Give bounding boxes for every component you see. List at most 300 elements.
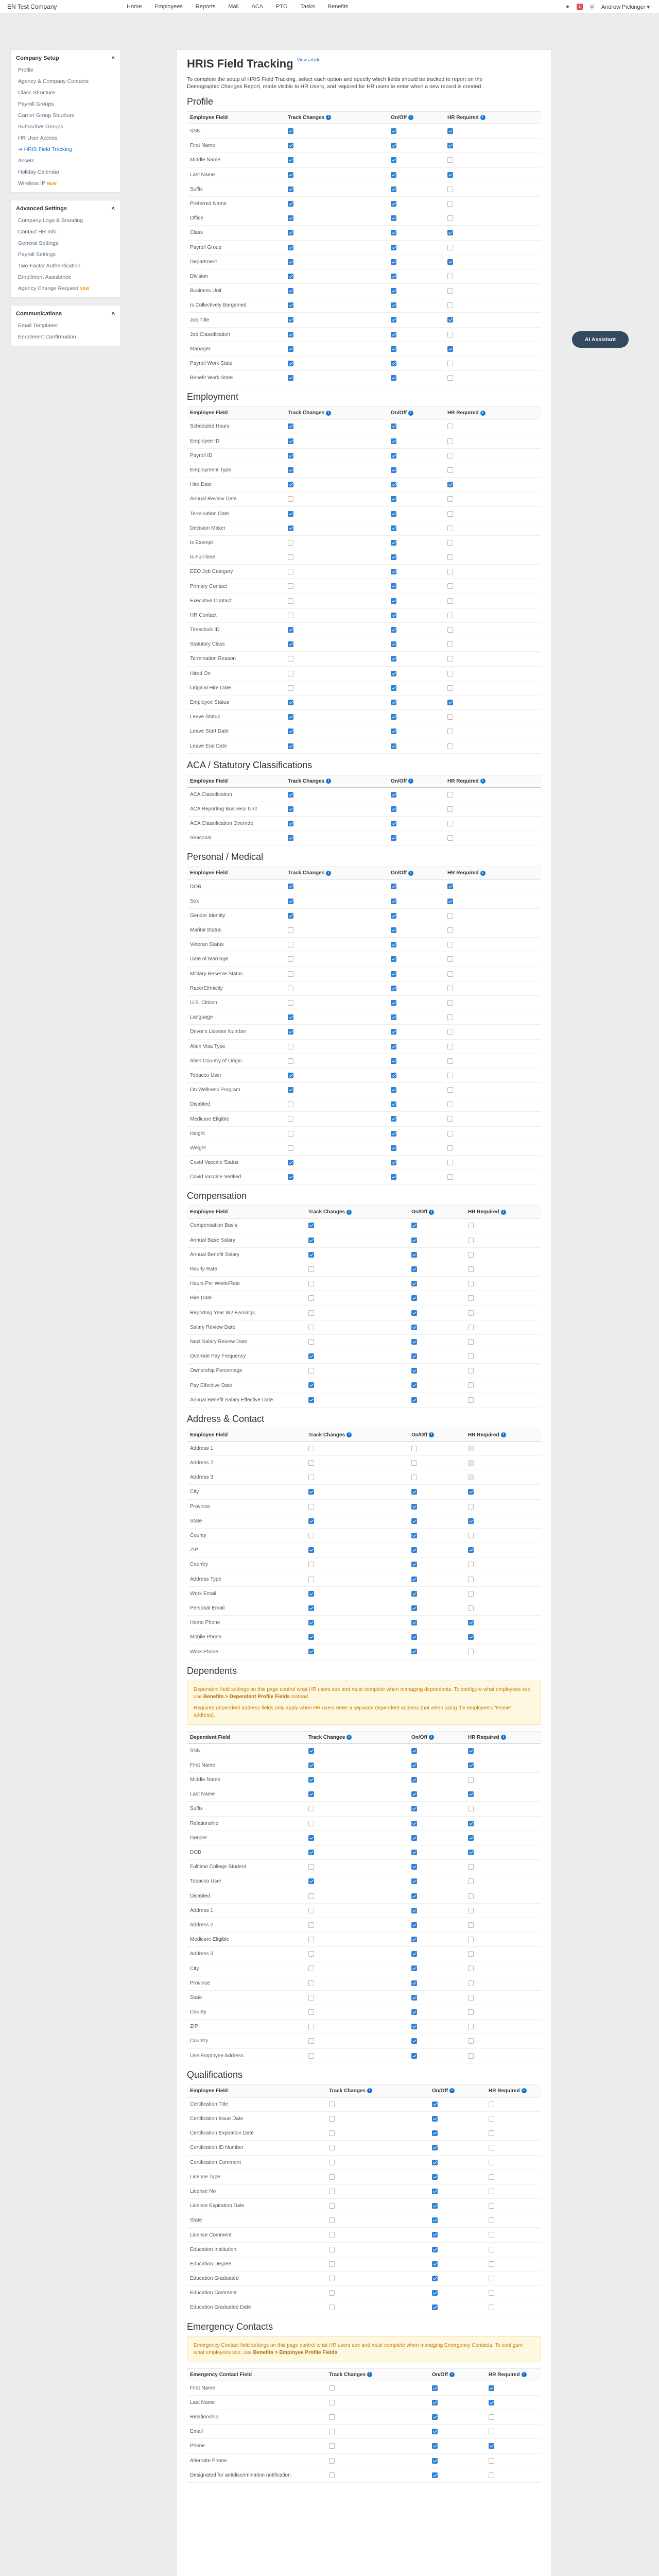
info-icon[interactable]: i bbox=[501, 1210, 506, 1215]
hr-required-checkbox[interactable] bbox=[447, 317, 453, 323]
on-off-checkbox[interactable] bbox=[411, 1620, 417, 1625]
on-off-checkbox[interactable] bbox=[411, 2024, 417, 2029]
on-off-checkbox[interactable] bbox=[411, 1238, 417, 1243]
hr-required-checkbox[interactable] bbox=[447, 361, 453, 366]
on-off-checkbox[interactable] bbox=[411, 1965, 417, 1971]
hr-required-checkbox[interactable] bbox=[489, 2290, 494, 2296]
notice-link[interactable]: Benefits > Employee Profile Fields bbox=[253, 2349, 338, 2355]
track-changes-checkbox[interactable] bbox=[288, 346, 293, 352]
track-changes-checkbox[interactable] bbox=[308, 1878, 314, 1884]
on-off-checkbox[interactable] bbox=[391, 971, 396, 977]
on-off-checkbox[interactable] bbox=[391, 1000, 396, 1006]
track-changes-checkbox[interactable] bbox=[288, 1014, 293, 1020]
hr-required-checkbox[interactable] bbox=[468, 1649, 474, 1654]
track-changes-checkbox[interactable] bbox=[288, 899, 293, 904]
track-changes-checkbox[interactable] bbox=[288, 438, 293, 444]
info-icon[interactable]: i bbox=[449, 2088, 455, 2093]
info-icon[interactable]: i bbox=[522, 2372, 527, 2377]
track-changes-checkbox[interactable] bbox=[288, 467, 293, 473]
track-changes-checkbox[interactable] bbox=[308, 1922, 314, 1928]
on-off-checkbox[interactable] bbox=[411, 1295, 417, 1301]
track-changes-checkbox[interactable] bbox=[288, 172, 293, 178]
nav-benefits[interactable]: Benefits bbox=[327, 3, 349, 10]
hr-required-checkbox[interactable] bbox=[468, 1835, 474, 1841]
track-changes-checkbox[interactable] bbox=[308, 1518, 314, 1524]
communications-header[interactable] bbox=[11, 308, 120, 320]
on-off-checkbox[interactable] bbox=[391, 288, 396, 294]
hr-required-checkbox[interactable] bbox=[489, 2385, 494, 2391]
hr-required-checkbox[interactable] bbox=[447, 1087, 453, 1093]
hr-required-checkbox[interactable] bbox=[468, 1238, 474, 1243]
hr-required-checkbox[interactable] bbox=[468, 1353, 474, 1359]
track-changes-checkbox[interactable] bbox=[308, 1634, 314, 1640]
on-off-checkbox[interactable] bbox=[391, 453, 396, 459]
on-off-checkbox[interactable] bbox=[411, 1547, 417, 1553]
track-changes-checkbox[interactable] bbox=[288, 700, 293, 705]
on-off-checkbox[interactable] bbox=[411, 1460, 417, 1466]
on-off-checkbox[interactable] bbox=[391, 302, 396, 308]
on-off-checkbox[interactable] bbox=[391, 1174, 396, 1180]
track-changes-checkbox[interactable] bbox=[329, 2429, 335, 2434]
company-name[interactable]: EN Test Company bbox=[7, 3, 57, 10]
on-off-checkbox[interactable] bbox=[411, 1223, 417, 1228]
on-off-checkbox[interactable] bbox=[432, 2400, 438, 2405]
hr-required-checkbox[interactable] bbox=[447, 899, 453, 904]
on-off-checkbox[interactable] bbox=[391, 143, 396, 148]
track-changes-checkbox[interactable] bbox=[288, 971, 293, 977]
on-off-checkbox[interactable] bbox=[391, 423, 396, 429]
hr-required-checkbox[interactable] bbox=[447, 1029, 453, 1035]
hr-required-checkbox[interactable] bbox=[468, 1821, 474, 1826]
track-changes-checkbox[interactable] bbox=[329, 2174, 335, 2180]
on-off-checkbox[interactable] bbox=[391, 361, 396, 366]
on-off-checkbox[interactable] bbox=[432, 2414, 438, 2420]
track-changes-checkbox[interactable] bbox=[329, 2232, 335, 2238]
track-changes-checkbox[interactable] bbox=[329, 2458, 335, 2464]
hr-required-checkbox[interactable] bbox=[447, 187, 453, 192]
ai-assistant-button[interactable]: AI Assistant bbox=[572, 331, 629, 348]
track-changes-checkbox[interactable] bbox=[288, 1000, 293, 1006]
track-changes-checkbox[interactable] bbox=[288, 598, 293, 604]
track-changes-checkbox[interactable] bbox=[329, 2304, 335, 2310]
hr-required-checkbox[interactable] bbox=[447, 927, 453, 933]
on-off-checkbox[interactable] bbox=[391, 482, 396, 487]
track-changes-checkbox[interactable] bbox=[288, 835, 293, 841]
track-changes-checkbox[interactable] bbox=[288, 884, 293, 889]
track-changes-checkbox[interactable] bbox=[308, 1835, 314, 1841]
sidebar-item-email-templates[interactable] bbox=[11, 320, 120, 331]
track-changes-checkbox[interactable] bbox=[308, 1562, 314, 1567]
hr-required-checkbox[interactable] bbox=[468, 1762, 474, 1768]
hr-required-checkbox[interactable] bbox=[468, 1777, 474, 1783]
search-icon[interactable]: ⚲ bbox=[589, 4, 594, 10]
on-off-checkbox[interactable] bbox=[391, 554, 396, 560]
sidebar-item-hr-user-access[interactable] bbox=[11, 132, 120, 144]
nav-mail[interactable]: Mail bbox=[228, 3, 239, 10]
hr-required-checkbox[interactable] bbox=[468, 1864, 474, 1870]
hr-required-checkbox[interactable] bbox=[468, 1591, 474, 1597]
on-off-checkbox[interactable] bbox=[432, 2130, 438, 2136]
hr-required-checkbox[interactable] bbox=[489, 2203, 494, 2209]
track-changes-checkbox[interactable] bbox=[329, 2145, 335, 2150]
hr-required-checkbox[interactable] bbox=[468, 1995, 474, 2001]
on-off-checkbox[interactable] bbox=[391, 671, 396, 676]
on-off-checkbox[interactable] bbox=[432, 2203, 438, 2209]
on-off-checkbox[interactable] bbox=[432, 2247, 438, 2252]
track-changes-checkbox[interactable] bbox=[308, 1951, 314, 1957]
track-changes-checkbox[interactable] bbox=[288, 302, 293, 308]
on-off-checkbox[interactable] bbox=[411, 2009, 417, 2015]
on-off-checkbox[interactable] bbox=[411, 1266, 417, 1272]
on-off-checkbox[interactable] bbox=[411, 1893, 417, 1899]
hr-required-checkbox[interactable] bbox=[489, 2217, 494, 2223]
track-changes-checkbox[interactable] bbox=[288, 1087, 293, 1093]
hr-required-checkbox[interactable] bbox=[447, 332, 453, 337]
hr-required-checkbox[interactable] bbox=[468, 1339, 474, 1345]
hr-required-checkbox[interactable] bbox=[489, 2232, 494, 2238]
on-off-checkbox[interactable] bbox=[391, 467, 396, 473]
on-off-checkbox[interactable] bbox=[411, 1475, 417, 1480]
sidebar-item-carrier-group-structure[interactable] bbox=[11, 110, 120, 121]
info-icon[interactable]: i bbox=[501, 1735, 506, 1740]
hr-required-checkbox[interactable] bbox=[468, 1562, 474, 1567]
track-changes-checkbox[interactable] bbox=[288, 685, 293, 691]
on-off-checkbox[interactable] bbox=[391, 806, 396, 812]
hr-required-checkbox[interactable] bbox=[468, 1325, 474, 1330]
sidebar-item-payroll-groups[interactable] bbox=[11, 98, 120, 110]
on-off-checkbox[interactable] bbox=[391, 157, 396, 163]
on-off-checkbox[interactable] bbox=[391, 1073, 396, 1078]
on-off-checkbox[interactable] bbox=[411, 1504, 417, 1510]
info-icon[interactable]: i bbox=[429, 1210, 434, 1215]
hr-required-checkbox[interactable] bbox=[468, 1310, 474, 1316]
track-changes-checkbox[interactable] bbox=[308, 1893, 314, 1899]
track-changes-checkbox[interactable] bbox=[288, 288, 293, 294]
hr-required-checkbox[interactable] bbox=[447, 971, 453, 977]
on-off-checkbox[interactable] bbox=[391, 317, 396, 323]
track-changes-checkbox[interactable] bbox=[288, 496, 293, 502]
track-changes-checkbox[interactable] bbox=[308, 1762, 314, 1768]
track-changes-checkbox[interactable] bbox=[288, 569, 293, 574]
track-changes-checkbox[interactable] bbox=[288, 157, 293, 163]
track-changes-checkbox[interactable] bbox=[308, 1649, 314, 1654]
track-changes-checkbox[interactable] bbox=[329, 2472, 335, 2478]
on-off-checkbox[interactable] bbox=[391, 187, 396, 192]
track-changes-checkbox[interactable] bbox=[329, 2203, 335, 2209]
track-changes-checkbox[interactable] bbox=[288, 1044, 293, 1049]
on-off-checkbox[interactable] bbox=[432, 2443, 438, 2449]
sidebar-item-class-structure[interactable] bbox=[11, 87, 120, 98]
on-off-checkbox[interactable] bbox=[391, 927, 396, 933]
hr-required-checkbox[interactable] bbox=[447, 743, 453, 749]
track-changes-checkbox[interactable] bbox=[308, 1252, 314, 1258]
track-changes-checkbox[interactable] bbox=[308, 1460, 314, 1466]
track-changes-checkbox[interactable] bbox=[308, 1547, 314, 1553]
track-changes-checkbox[interactable] bbox=[288, 656, 293, 662]
on-off-checkbox[interactable] bbox=[411, 1397, 417, 1403]
sidebar-item-wireless-ip[interactable] bbox=[11, 178, 120, 189]
hr-required-checkbox[interactable] bbox=[447, 482, 453, 487]
sidebar-item-agency-change-request[interactable] bbox=[11, 283, 120, 294]
track-changes-checkbox[interactable] bbox=[308, 1591, 314, 1597]
track-changes-checkbox[interactable] bbox=[308, 1353, 314, 1359]
on-off-checkbox[interactable] bbox=[391, 1145, 396, 1151]
track-changes-checkbox[interactable] bbox=[308, 1821, 314, 1826]
hr-required-checkbox[interactable] bbox=[468, 1518, 474, 1524]
info-icon[interactable]: i bbox=[346, 1432, 352, 1437]
on-off-checkbox[interactable] bbox=[411, 1821, 417, 1826]
on-off-checkbox[interactable] bbox=[411, 2038, 417, 2044]
hr-required-checkbox[interactable] bbox=[447, 157, 453, 163]
track-changes-checkbox[interactable] bbox=[308, 1850, 314, 1855]
track-changes-checkbox[interactable] bbox=[308, 2053, 314, 2059]
track-changes-checkbox[interactable] bbox=[288, 215, 293, 221]
on-off-checkbox[interactable] bbox=[411, 1908, 417, 1913]
track-changes-checkbox[interactable] bbox=[308, 1489, 314, 1495]
track-changes-checkbox[interactable] bbox=[329, 2261, 335, 2267]
track-changes-checkbox[interactable] bbox=[308, 1266, 314, 1272]
hr-required-checkbox[interactable] bbox=[447, 1101, 453, 1107]
nav-reports[interactable]: Reports bbox=[195, 3, 216, 10]
hr-required-checkbox[interactable] bbox=[489, 2414, 494, 2420]
on-off-checkbox[interactable] bbox=[411, 1980, 417, 1986]
track-changes-checkbox[interactable] bbox=[288, 671, 293, 676]
hr-required-checkbox[interactable] bbox=[447, 821, 453, 826]
hr-required-checkbox[interactable] bbox=[447, 806, 453, 812]
on-off-checkbox[interactable] bbox=[432, 2145, 438, 2150]
on-off-checkbox[interactable] bbox=[391, 511, 396, 517]
on-off-checkbox[interactable] bbox=[411, 1353, 417, 1359]
on-off-checkbox[interactable] bbox=[432, 2304, 438, 2310]
on-off-checkbox[interactable] bbox=[411, 1864, 417, 1870]
track-changes-checkbox[interactable] bbox=[308, 1937, 314, 1942]
track-changes-checkbox[interactable] bbox=[288, 913, 293, 919]
hr-required-checkbox[interactable] bbox=[447, 215, 453, 221]
on-off-checkbox[interactable] bbox=[391, 332, 396, 337]
on-off-checkbox[interactable] bbox=[411, 1533, 417, 1538]
track-changes-checkbox[interactable] bbox=[329, 2443, 335, 2449]
track-changes-checkbox[interactable] bbox=[288, 728, 293, 734]
sidebar-item-hris-field-tracking[interactable] bbox=[11, 144, 120, 155]
info-icon[interactable]: i bbox=[326, 411, 331, 416]
track-changes-checkbox[interactable] bbox=[288, 259, 293, 265]
track-changes-checkbox[interactable] bbox=[308, 1295, 314, 1301]
hr-required-checkbox[interactable] bbox=[447, 613, 453, 618]
on-off-checkbox[interactable] bbox=[411, 1951, 417, 1957]
on-off-checkbox[interactable] bbox=[391, 598, 396, 604]
hr-required-checkbox[interactable] bbox=[447, 700, 453, 705]
hr-required-checkbox[interactable] bbox=[468, 1908, 474, 1913]
info-icon[interactable]: i bbox=[326, 871, 331, 876]
track-changes-checkbox[interactable] bbox=[288, 792, 293, 798]
track-changes-checkbox[interactable] bbox=[308, 1310, 314, 1316]
on-off-checkbox[interactable] bbox=[391, 821, 396, 826]
on-off-checkbox[interactable] bbox=[391, 245, 396, 250]
info-icon[interactable]: i bbox=[346, 1735, 352, 1740]
on-off-checkbox[interactable] bbox=[432, 2472, 438, 2478]
on-off-checkbox[interactable] bbox=[411, 1325, 417, 1330]
on-off-checkbox[interactable] bbox=[391, 259, 396, 265]
track-changes-checkbox[interactable] bbox=[288, 1101, 293, 1107]
hr-required-checkbox[interactable] bbox=[468, 2024, 474, 2029]
on-off-checkbox[interactable] bbox=[411, 1562, 417, 1567]
on-off-checkbox[interactable] bbox=[391, 656, 396, 662]
track-changes-checkbox[interactable] bbox=[329, 2400, 335, 2405]
info-icon[interactable]: i bbox=[480, 411, 485, 416]
on-off-checkbox[interactable] bbox=[391, 714, 396, 720]
track-changes-checkbox[interactable] bbox=[308, 1281, 314, 1286]
track-changes-checkbox[interactable] bbox=[288, 245, 293, 250]
track-changes-checkbox[interactable] bbox=[288, 1116, 293, 1122]
track-changes-checkbox[interactable] bbox=[308, 1238, 314, 1243]
on-off-checkbox[interactable] bbox=[391, 1014, 396, 1020]
track-changes-checkbox[interactable] bbox=[308, 1446, 314, 1451]
hr-required-checkbox[interactable] bbox=[489, 2429, 494, 2434]
hr-required-checkbox[interactable] bbox=[447, 641, 453, 647]
track-changes-checkbox[interactable] bbox=[308, 1577, 314, 1582]
track-changes-checkbox[interactable] bbox=[329, 2130, 335, 2136]
hr-required-checkbox[interactable] bbox=[489, 2130, 494, 2136]
track-changes-checkbox[interactable] bbox=[288, 714, 293, 720]
hr-required-checkbox[interactable] bbox=[468, 1893, 474, 1899]
info-icon[interactable]: i bbox=[480, 871, 485, 876]
hr-required-checkbox[interactable] bbox=[447, 302, 453, 308]
sidebar-item-holiday-calendar[interactable] bbox=[11, 166, 120, 178]
sidebar-item-enrollment-confirmation[interactable] bbox=[11, 331, 120, 343]
hr-required-checkbox[interactable] bbox=[489, 2189, 494, 2194]
hr-required-checkbox[interactable] bbox=[468, 1533, 474, 1538]
sidebar-item-assets[interactable] bbox=[11, 155, 120, 166]
on-off-checkbox[interactable] bbox=[411, 2053, 417, 2059]
on-off-checkbox[interactable] bbox=[411, 1518, 417, 1524]
hr-required-checkbox[interactable] bbox=[468, 1806, 474, 1811]
on-off-checkbox[interactable] bbox=[391, 956, 396, 962]
on-off-checkbox[interactable] bbox=[391, 913, 396, 919]
on-off-checkbox[interactable] bbox=[432, 2429, 438, 2434]
track-changes-checkbox[interactable] bbox=[308, 1223, 314, 1228]
on-off-checkbox[interactable] bbox=[411, 1922, 417, 1928]
hr-required-checkbox[interactable] bbox=[468, 1223, 474, 1228]
hr-required-checkbox[interactable] bbox=[468, 1382, 474, 1388]
on-off-checkbox[interactable] bbox=[411, 1649, 417, 1654]
hr-required-checkbox[interactable] bbox=[447, 942, 453, 947]
on-off-checkbox[interactable] bbox=[391, 375, 396, 381]
info-icon[interactable]: i bbox=[326, 115, 331, 120]
help-article-link[interactable]: View article bbox=[297, 57, 321, 62]
hr-required-checkbox[interactable] bbox=[468, 2038, 474, 2044]
track-changes-checkbox[interactable] bbox=[308, 2038, 314, 2044]
track-changes-checkbox[interactable] bbox=[308, 1980, 314, 1986]
info-icon[interactable]: i bbox=[346, 1210, 352, 1215]
on-off-checkbox[interactable] bbox=[391, 201, 396, 207]
hr-required-checkbox[interactable] bbox=[447, 288, 453, 294]
sidebar-item-company-logo-branding[interactable] bbox=[11, 215, 120, 226]
track-changes-checkbox[interactable] bbox=[288, 423, 293, 429]
hr-required-checkbox[interactable] bbox=[468, 1951, 474, 1957]
info-icon[interactable]: i bbox=[408, 778, 413, 784]
hr-required-checkbox[interactable] bbox=[447, 1174, 453, 1180]
hr-required-checkbox[interactable] bbox=[489, 2472, 494, 2478]
track-changes-checkbox[interactable] bbox=[288, 927, 293, 933]
on-off-checkbox[interactable] bbox=[411, 1791, 417, 1797]
hr-required-checkbox[interactable] bbox=[468, 1634, 474, 1640]
hr-required-checkbox[interactable] bbox=[489, 2145, 494, 2150]
info-icon[interactable]: i bbox=[408, 115, 413, 120]
on-off-checkbox[interactable] bbox=[391, 569, 396, 574]
track-changes-checkbox[interactable] bbox=[329, 2160, 335, 2165]
track-changes-checkbox[interactable] bbox=[308, 1605, 314, 1611]
info-icon[interactable]: i bbox=[326, 778, 331, 784]
track-changes-checkbox[interactable] bbox=[308, 1806, 314, 1811]
track-changes-checkbox[interactable] bbox=[308, 1864, 314, 1870]
hr-required-checkbox[interactable] bbox=[447, 1145, 453, 1151]
track-changes-checkbox[interactable] bbox=[288, 942, 293, 947]
nav-home[interactable]: Home bbox=[127, 3, 142, 10]
hr-required-checkbox[interactable] bbox=[468, 1878, 474, 1884]
track-changes-checkbox[interactable] bbox=[308, 1791, 314, 1797]
track-changes-checkbox[interactable] bbox=[288, 821, 293, 826]
track-changes-checkbox[interactable] bbox=[288, 332, 293, 337]
track-changes-checkbox[interactable] bbox=[329, 2247, 335, 2252]
hr-required-checkbox[interactable] bbox=[447, 656, 453, 662]
track-changes-checkbox[interactable] bbox=[308, 1397, 314, 1403]
hr-required-checkbox[interactable] bbox=[468, 1922, 474, 1928]
track-changes-checkbox[interactable] bbox=[288, 986, 293, 991]
on-off-checkbox[interactable] bbox=[391, 641, 396, 647]
hr-required-checkbox[interactable] bbox=[447, 540, 453, 546]
track-changes-checkbox[interactable] bbox=[329, 2217, 335, 2223]
info-icon[interactable]: i bbox=[367, 2088, 372, 2093]
on-off-checkbox[interactable] bbox=[432, 2261, 438, 2267]
on-off-checkbox[interactable] bbox=[432, 2189, 438, 2194]
track-changes-checkbox[interactable] bbox=[288, 1029, 293, 1035]
sidebar-item-two-factor-authentication[interactable] bbox=[11, 260, 120, 272]
hr-required-checkbox[interactable] bbox=[468, 1489, 474, 1495]
on-off-checkbox[interactable] bbox=[391, 835, 396, 841]
hr-required-checkbox[interactable] bbox=[468, 2009, 474, 2015]
on-off-checkbox[interactable] bbox=[411, 1281, 417, 1286]
on-off-checkbox[interactable] bbox=[391, 540, 396, 546]
hr-required-checkbox[interactable] bbox=[447, 792, 453, 798]
hr-required-checkbox[interactable] bbox=[489, 2304, 494, 2310]
sidebar-item-agency-company-contacts[interactable] bbox=[11, 76, 120, 87]
track-changes-checkbox[interactable] bbox=[288, 453, 293, 459]
on-off-checkbox[interactable] bbox=[411, 1748, 417, 1754]
track-changes-checkbox[interactable] bbox=[308, 1339, 314, 1345]
track-changes-checkbox[interactable] bbox=[288, 201, 293, 207]
on-off-checkbox[interactable] bbox=[391, 496, 396, 502]
info-icon[interactable]: i bbox=[367, 2372, 372, 2377]
hr-required-checkbox[interactable] bbox=[489, 2400, 494, 2405]
hr-required-checkbox[interactable] bbox=[447, 128, 453, 134]
hr-required-checkbox[interactable] bbox=[468, 1577, 474, 1582]
hr-required-checkbox[interactable] bbox=[447, 245, 453, 250]
info-icon[interactable]: i bbox=[449, 2372, 455, 2377]
on-off-checkbox[interactable] bbox=[411, 1777, 417, 1783]
track-changes-checkbox[interactable] bbox=[288, 526, 293, 531]
track-changes-checkbox[interactable] bbox=[308, 1368, 314, 1374]
info-icon[interactable]: i bbox=[480, 778, 485, 784]
sidebar-item-general-settings[interactable] bbox=[11, 238, 120, 249]
sidebar-item-subscriber-groups[interactable] bbox=[11, 121, 120, 132]
on-off-checkbox[interactable] bbox=[411, 1605, 417, 1611]
hr-required-checkbox[interactable] bbox=[447, 274, 453, 279]
track-changes-checkbox[interactable] bbox=[308, 1325, 314, 1330]
sidebar-item-profile[interactable] bbox=[11, 64, 120, 76]
hr-required-checkbox[interactable] bbox=[489, 2458, 494, 2464]
hr-required-checkbox[interactable] bbox=[468, 2053, 474, 2059]
track-changes-checkbox[interactable] bbox=[308, 1965, 314, 1971]
